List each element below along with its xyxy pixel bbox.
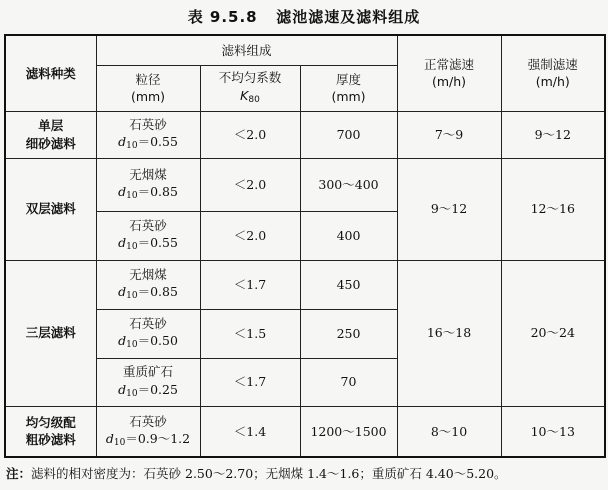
cell-k80: ＜2.0 [200,211,300,260]
cell-k80: ＜1.7 [200,260,300,309]
cell-forced-speed: 12～16 [501,158,605,260]
cell-k80: ＜1.5 [200,309,300,358]
header-particle-size [96,65,200,111]
cell-normal-speed: 8～10 [397,406,501,457]
cell-thickness: 400 [300,211,397,260]
cell-forced-speed: 10～13 [501,406,605,457]
header-filter-type: 滤料种类 [5,35,96,111]
header-thickness-label: 厚度 [336,71,362,87]
filter-speed-table [4,34,606,458]
note-text: 滤料的相对密度为：石英砂 2.50～2.70；无烟煤 1.4～1.6；重质矿石 4.40～5.20。 [31,466,507,481]
cell-type-triple: 三层滤料 [5,260,96,406]
header-forced-speed [501,35,605,111]
cell-material: 石英砂 $d_{10}=0.9\sim 1.2$ [96,406,200,457]
header-normal-speed-label: 正常滤速 [424,56,475,72]
header-forced-speed-label: 强制滤速 [527,56,578,72]
cell-thickness: 450 [300,260,397,309]
header-normal-speed [397,35,501,111]
table-row [5,158,605,211]
table-row [5,260,605,309]
table-row [5,111,605,158]
header-particle-size-label: 粒径 [135,71,161,87]
cell-k80: ＜2.0 [200,111,300,158]
cell-type-single: 单层 细砂滤料 [5,111,96,158]
cell-material: 石英砂 $d_{10}=0.55$ [96,211,200,260]
cell-material: 石英砂 $d_{10}=0.55$ [96,111,200,158]
header-thickness-unit: (mm) [331,89,366,104]
header-uniformity [200,65,300,111]
cell-type-double: 双层滤料 [5,158,96,260]
cell-thickness: 250 [300,309,397,358]
cell-k80: ＜1.7 [200,358,300,406]
table-row [5,406,605,457]
header-thickness [300,65,397,111]
cell-forced-speed: 20～24 [501,260,605,406]
note-label: 注： [6,466,32,481]
cell-normal-speed: 9～12 [397,158,501,260]
cell-forced-speed: 9～12 [501,111,605,158]
cell-thickness: 70 [300,358,397,406]
cell-material: 无烟煤 $d_{10}=0.85$ [96,158,200,211]
header-uniformity-label: 不均匀系数 [218,70,282,86]
header-normal-speed-unit: (m/h) [431,74,467,90]
cell-material: 无烟煤 $d_{10}=0.85$ [96,260,200,309]
cell-thickness: 300～400 [300,158,397,211]
header-particle-size-unit: (mm) [130,89,166,104]
cell-k80: ＜1.4 [200,406,300,457]
header-composition: 滤料组成 [96,35,397,65]
cell-material: 石英砂 $d_{10}=0.50$ [96,309,200,358]
cell-thickness: 1200～1500 [300,406,397,457]
table-note [6,464,604,482]
cell-material: 重质矿石 $d_{10}=0.25$ [96,358,200,406]
cell-normal-speed: 16～18 [397,260,501,406]
cell-type-uniform: 均匀级配 粗砂滤料 [5,406,96,457]
header-forced-speed-unit: (m/h) [535,74,570,90]
cell-normal-speed: 7～9 [397,111,501,158]
table-title: 表 9.5.8 滤池滤速及滤料组成 [187,8,421,26]
cell-k80: ＜2.0 [200,158,300,211]
header-uniformity-symbol: $K_{80}$ [240,87,260,105]
cell-thickness: 700 [300,111,397,158]
